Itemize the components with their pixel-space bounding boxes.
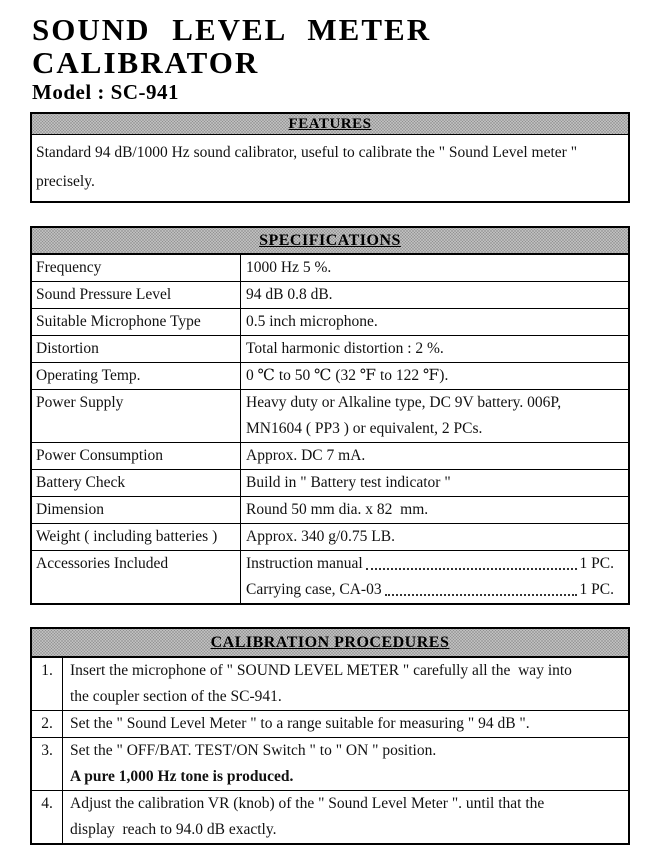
features-header-label: FEATURES [288, 116, 372, 133]
step-text [63, 658, 628, 710]
step-number: 1. [32, 658, 63, 710]
spec-value-line: 0.5 inch microphone. [246, 313, 378, 331]
spec-value-line: 1000 Hz 5 %. [246, 259, 332, 277]
dotted-leader [382, 577, 580, 603]
spec-value [241, 524, 628, 550]
spec-value-line: MN1604 ( PP3 ) or equivalent, 2 PCs. [246, 420, 483, 438]
specifications-header-label: SPECIFICATIONS [259, 232, 401, 250]
procedures-header-label: CALIBRATION PROCEDURES [210, 634, 450, 652]
spec-label: Weight ( including batteries ) [32, 524, 241, 550]
spec-row-distortion [32, 335, 628, 362]
spec-label: Sound Pressure Level [32, 282, 241, 308]
step-text-line: the coupler section of the SC-941. [70, 688, 282, 706]
page-title: SOUND LEVEL METER CALIBRATOR [32, 12, 432, 80]
procedures-header-bar [32, 629, 628, 657]
procedure-step [32, 710, 628, 737]
spec-row-dimension [32, 496, 628, 523]
model-number: Model : SC-941 [32, 80, 179, 105]
spec-label: Battery Check [32, 470, 241, 496]
features-body [32, 135, 628, 201]
spec-row-sound-pressure-level [32, 281, 628, 308]
step-text-line: Adjust the calibration VR (knob) of the " Sound Level Meter ". until that the [70, 795, 545, 813]
step-number: 4. [32, 791, 63, 843]
spec-label: Power Supply [32, 390, 241, 442]
spec-value [241, 309, 628, 335]
spec-value-line: 94 dB 0.8 dB. [246, 286, 333, 304]
spec-label: Suitable Microphone Type [32, 309, 241, 335]
step-text-line: display reach to 94.0 dB exactly. [70, 821, 277, 839]
spec-value-line: Build in " Battery test indicator " [246, 474, 451, 492]
accessory-qty: 1 PC. [579, 555, 614, 573]
spec-value [241, 363, 628, 389]
specifications-header-bar [32, 228, 628, 254]
spec-value [241, 470, 628, 496]
spec-value-line: 0 ℃ to 50 ℃ (32 ℉ to 122 ℉). [246, 367, 449, 385]
spec-row-operating-temp [32, 362, 628, 389]
spec-row-power-consumption [32, 442, 628, 469]
step-text [63, 738, 628, 790]
spec-value-line: Round 50 mm dia. x 82 mm. [246, 501, 429, 519]
spec-row-power-supply [32, 389, 628, 442]
spec-value-line: Approx. DC 7 mA. [246, 447, 366, 465]
spec-label: Accessories Included [32, 551, 241, 603]
step-text [63, 711, 628, 737]
step-text-line: Set the " Sound Level Meter " to a range suitable for measuring " 94 dB ". [70, 715, 530, 733]
spec-value-line: Heavy duty or Alkaline type, DC 9V battery. 006P, [246, 394, 562, 412]
step-number: 3. [32, 738, 63, 790]
spec-value [241, 255, 628, 281]
spec-value [241, 336, 628, 362]
procedure-step [32, 657, 628, 710]
spec-row-frequency [32, 254, 628, 281]
dotted-leader [363, 551, 580, 577]
spec-value [241, 497, 628, 523]
spec-label: Operating Temp. [32, 363, 241, 389]
features-section [30, 112, 630, 203]
spec-label: Power Consumption [32, 443, 241, 469]
step-text-line: Insert the microphone of " SOUND LEVEL METER " carefully all the way into [70, 662, 572, 680]
step-text-line: Set the " OFF/BAT. TEST/ON Switch " to " ON " position. [70, 742, 437, 760]
specifications-section [30, 226, 630, 605]
features-text-line: precisely. [36, 173, 95, 191]
spec-label: Distortion [32, 336, 241, 362]
step-text-line-emphasis: A pure 1,000 Hz tone is produced. [70, 768, 294, 786]
spec-value [241, 390, 628, 442]
spec-row-weight [32, 523, 628, 550]
spec-row-accessories [32, 550, 628, 603]
spec-value [241, 443, 628, 469]
spec-label: Dimension [32, 497, 241, 523]
spec-row-microphone-type [32, 308, 628, 335]
calibration-procedures-section [30, 627, 630, 845]
step-text [63, 791, 628, 843]
accessory-qty: 1 PC. [579, 581, 614, 599]
features-header-bar [32, 114, 628, 135]
spec-row-battery-check [32, 469, 628, 496]
accessory-line [246, 551, 622, 577]
procedure-step [32, 737, 628, 790]
step-number: 2. [32, 711, 63, 737]
features-text-line: Standard 94 dB/1000 Hz sound calibrator, useful to calibrate the " Sound Level meter " [36, 144, 578, 162]
spec-value-line: Approx. 340 g/0.75 LB. [246, 528, 395, 546]
spec-label: Frequency [32, 255, 241, 281]
spec-value-line: Total harmonic distortion : 2 %. [246, 340, 444, 358]
procedure-step [32, 790, 628, 843]
spec-value [241, 282, 628, 308]
spec-value [241, 551, 628, 603]
accessory-line [246, 577, 622, 603]
accessory-item: Carrying case, CA-03 [246, 581, 382, 599]
accessory-item: Instruction manual [246, 555, 363, 573]
